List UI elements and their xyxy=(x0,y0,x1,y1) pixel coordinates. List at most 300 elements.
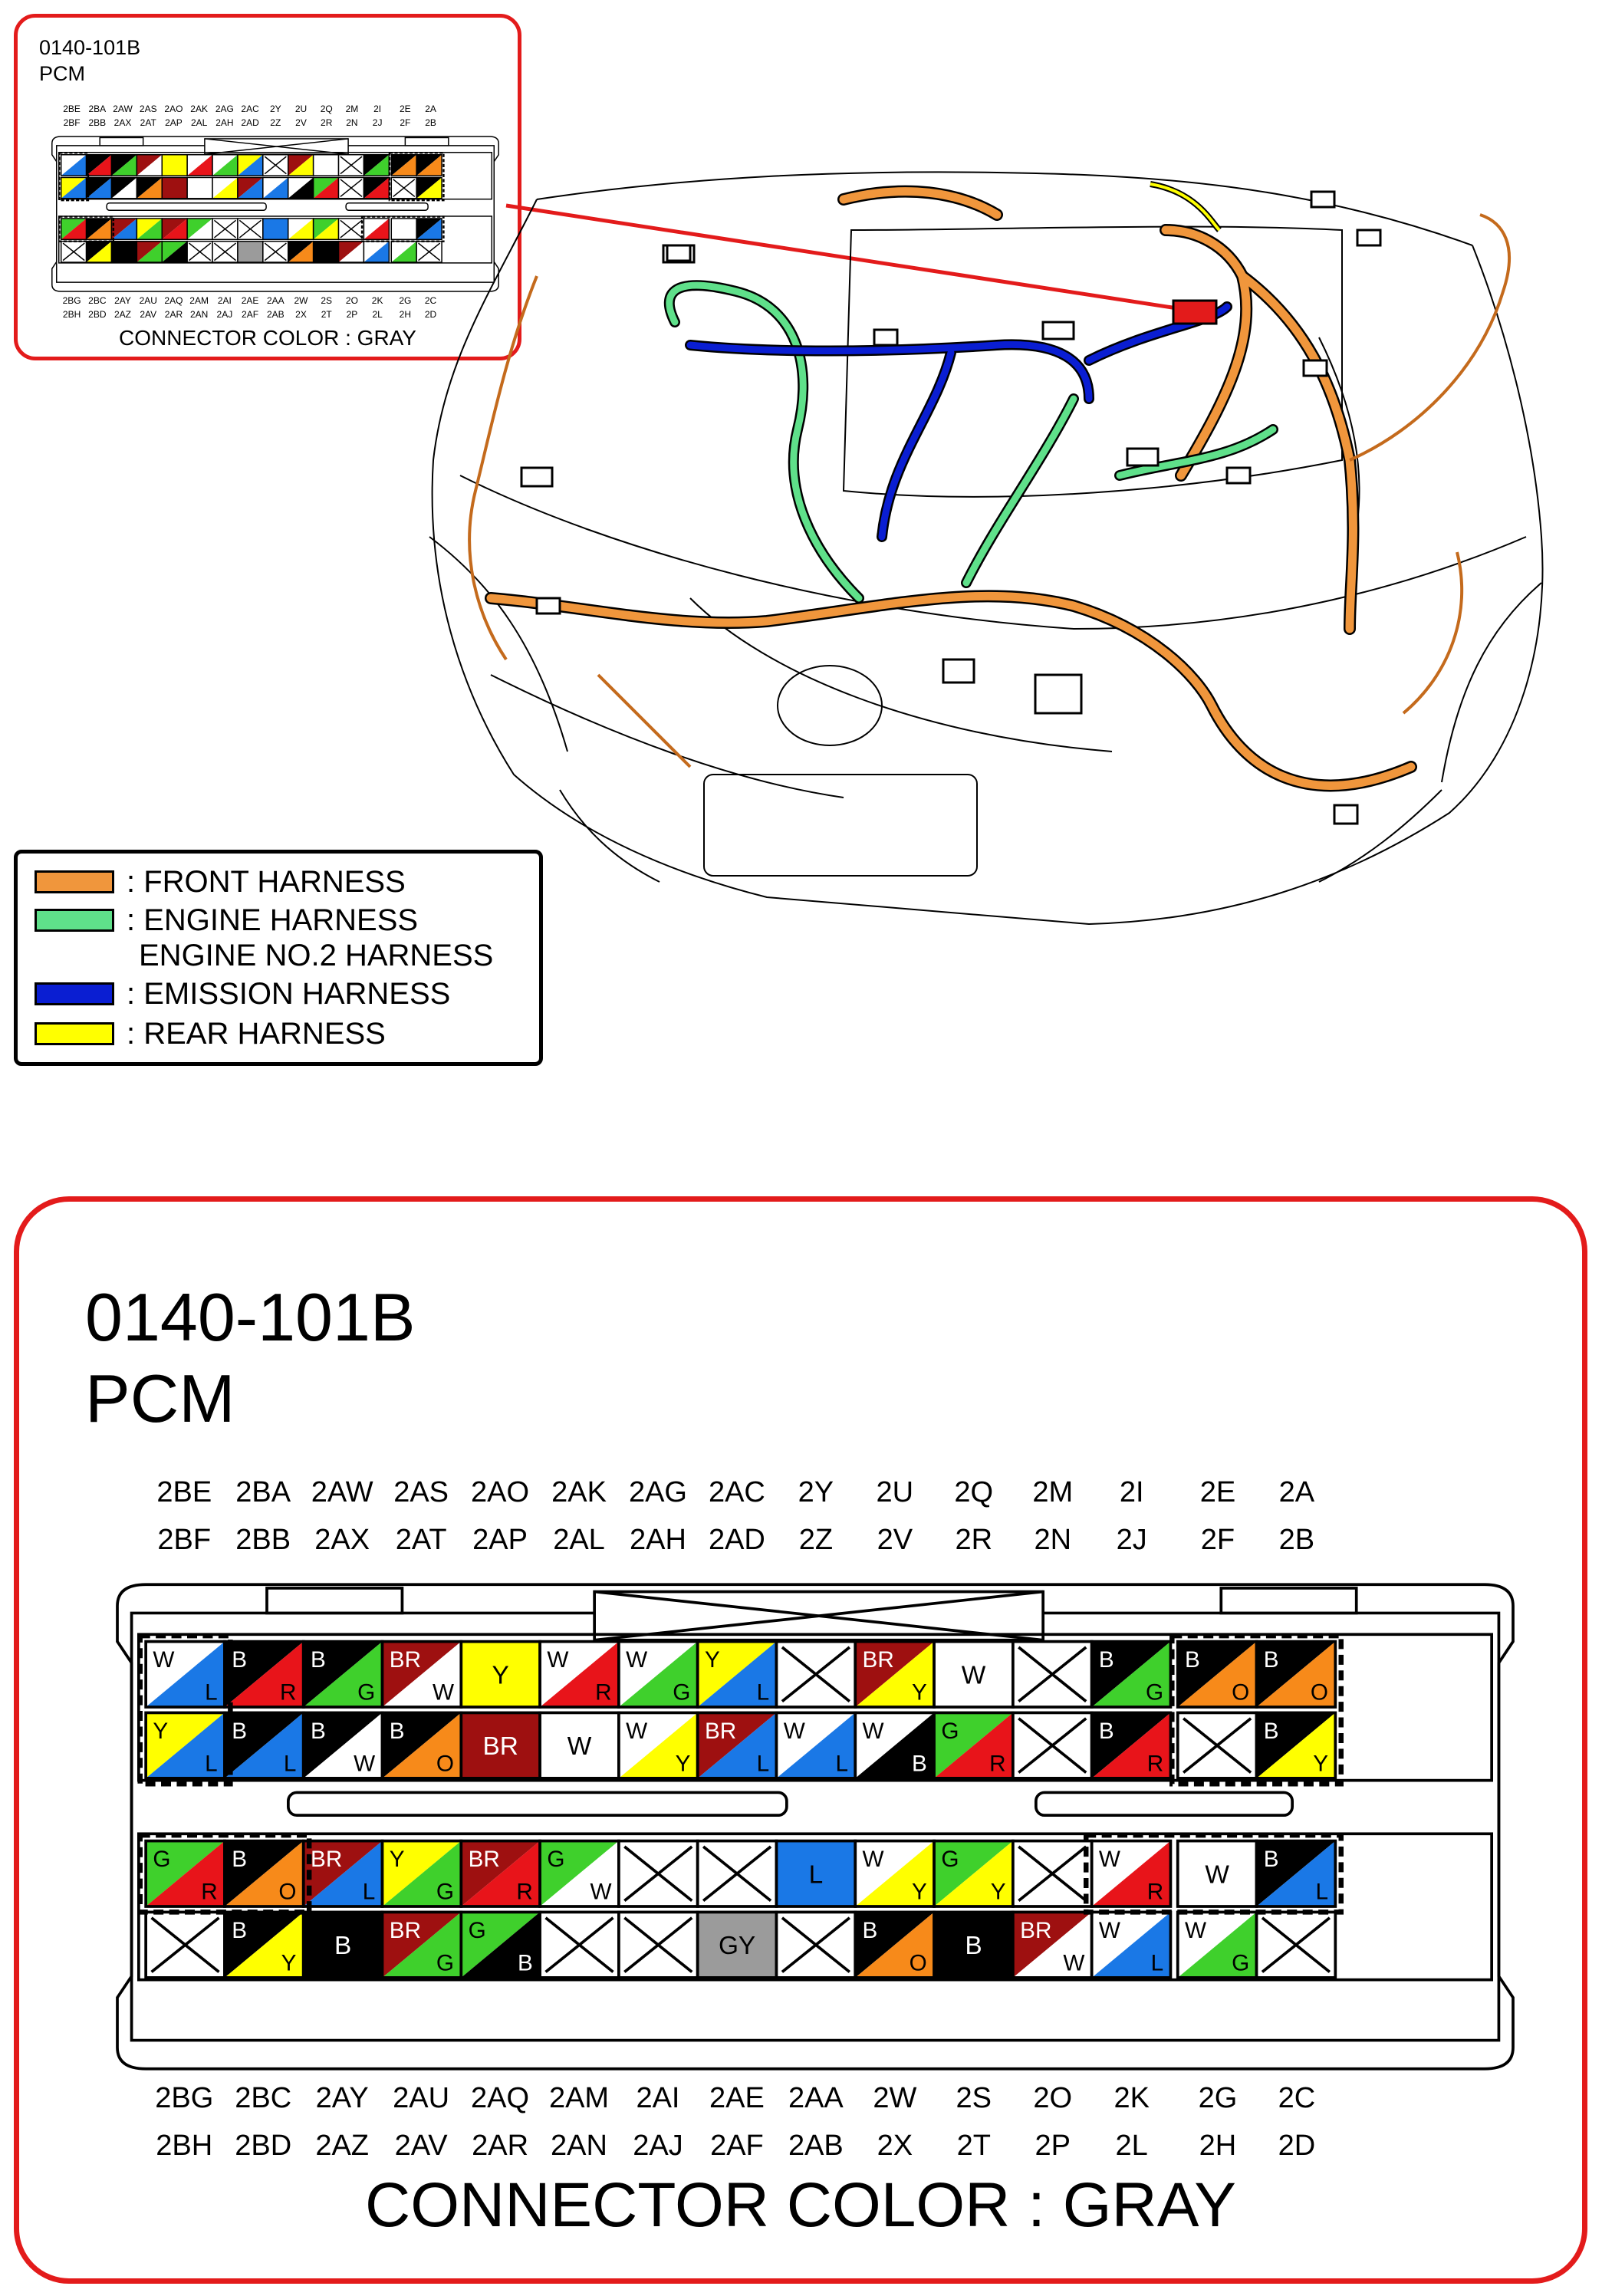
pin-cell xyxy=(1013,1712,1092,1778)
pin-label: 2BD xyxy=(88,309,107,320)
pin-cell xyxy=(225,1841,304,1906)
pin-label: 2BH xyxy=(156,2130,213,2162)
pin-cell xyxy=(698,1912,777,1977)
pin-wire-code-primary: B xyxy=(311,1647,326,1673)
pin-wire-code-secondary: R xyxy=(1146,1751,1164,1777)
pin-wire-code: B xyxy=(334,1932,352,1961)
pin-label: 2AH xyxy=(630,1524,686,1556)
pin-wire-code-primary: Y xyxy=(704,1647,720,1673)
pin-wire-code-secondary: R xyxy=(989,1751,1006,1777)
pin-label: 2AW xyxy=(311,1476,373,1508)
pin-label: 2AS xyxy=(393,1476,449,1508)
connector-name: PCM xyxy=(85,1360,235,1436)
pin-wire-code-primary: B xyxy=(232,1718,248,1744)
pin-wire-code-secondary: G xyxy=(436,1950,455,1976)
pin-wire-code-primary: BR xyxy=(389,1917,422,1943)
pin-label: 2AA xyxy=(788,2082,844,2114)
pin-label: 2O xyxy=(1033,2082,1073,2114)
pin-wire-code-secondary: L xyxy=(362,1879,376,1905)
pin-cell xyxy=(540,1712,619,1778)
pin-label: 2L xyxy=(372,309,383,320)
pin-label: 2BE xyxy=(156,1476,212,1508)
pin-cell xyxy=(1178,1712,1257,1778)
pin-label: 2AS xyxy=(139,104,157,114)
pin-label: 2U xyxy=(876,1476,914,1508)
pin-cell xyxy=(1013,1841,1092,1906)
pin-wire-code-primary: B xyxy=(232,1847,248,1872)
pin-cell xyxy=(1092,1712,1171,1778)
pin-label: 2I xyxy=(373,104,382,114)
pin-cell xyxy=(225,1642,304,1707)
pin-wire-code-primary: BR xyxy=(389,1647,422,1673)
pin-wire-code-primary: B xyxy=(311,1718,326,1744)
legend-swatch-rear xyxy=(35,1022,114,1045)
pin-cell xyxy=(540,1841,619,1906)
pin-wire-code-primary: G xyxy=(153,1847,171,1872)
pin-wire-code-primary: B xyxy=(1263,1647,1279,1673)
pin-cell xyxy=(461,1841,540,1906)
pin-wire-code-secondary: B xyxy=(911,1751,927,1777)
pin-label: 2W xyxy=(294,295,308,306)
pin-cell xyxy=(1013,1912,1092,1977)
pin-wire-code: B xyxy=(965,1932,982,1961)
pin-cell xyxy=(619,1912,698,1977)
pin-label: 2AL xyxy=(553,1524,605,1556)
pin-label: 2AA xyxy=(266,295,285,306)
pin-wire-code-secondary: W xyxy=(432,1679,455,1706)
pin-wire-code-secondary: L xyxy=(1315,1879,1329,1905)
pin-wire-code-secondary: B xyxy=(518,1950,533,1976)
pin-cell xyxy=(619,1712,698,1778)
inset-connector-color-caption: CONNECTOR COLOR : GRAY xyxy=(119,326,416,350)
pin-wire-code-secondary: O xyxy=(909,1950,927,1976)
pin-label: 2AX xyxy=(113,117,132,128)
pin-wire-code-primary: BR xyxy=(1020,1917,1052,1943)
pin-cell xyxy=(304,1712,383,1778)
pin-label: 2H xyxy=(399,309,411,320)
pin-label: 2N xyxy=(346,117,358,128)
pin-cell xyxy=(146,1841,225,1906)
legend-item-front xyxy=(35,864,406,898)
pin-label: 2Z xyxy=(798,1524,834,1556)
pin-wire-code-primary: B xyxy=(232,1647,248,1673)
pin-label: 2AC xyxy=(708,1476,765,1508)
pcm-connector-marker xyxy=(1173,301,1216,324)
rear-harness xyxy=(1150,184,1219,230)
pin-label: 2AT xyxy=(395,1524,447,1556)
pin-label: 2AK xyxy=(551,1476,607,1508)
pin-label: 2AP xyxy=(165,117,183,128)
leader-line xyxy=(506,206,1187,310)
pin-label: 2S xyxy=(321,295,333,306)
pin-wire-code-primary: B xyxy=(1263,1718,1279,1744)
pin-wire-code-secondary: L xyxy=(756,1751,770,1777)
pin-wire-code-primary: W xyxy=(1185,1917,1207,1943)
pin-wire-code-primary: W xyxy=(862,1718,884,1744)
pin-cell xyxy=(855,1841,934,1906)
legend-label-front: : FRONT HARNESS xyxy=(127,865,406,899)
pin-label: 2AM xyxy=(189,295,209,306)
pin-wire-code-primary: W xyxy=(1098,1917,1120,1943)
pin-cell xyxy=(698,1642,777,1707)
pin-wire-code-secondary: W xyxy=(1063,1950,1085,1976)
pin-wire-code-secondary: G xyxy=(673,1679,691,1706)
pin-wire-code: BR xyxy=(482,1732,518,1761)
pin-cell xyxy=(855,1712,934,1778)
pin-label: 2R xyxy=(321,117,333,128)
pin-cell xyxy=(855,1642,934,1707)
pin-wire-code-primary: G xyxy=(941,1847,959,1872)
pin-cell xyxy=(1092,1841,1171,1906)
pin-label: 2S xyxy=(956,2082,992,2114)
pin-cell xyxy=(146,1642,225,1707)
pin-label: 2K xyxy=(371,295,383,306)
pin-label: 2N xyxy=(1034,1524,1072,1556)
inset-connector-name: PCM xyxy=(39,62,85,85)
pin-cell xyxy=(855,1912,934,1977)
pin-cell xyxy=(540,1642,619,1707)
engine-harness xyxy=(669,285,1273,598)
pin-label: 2AE xyxy=(709,2082,765,2114)
legend-label-rear: : REAR HARNESS xyxy=(127,1017,386,1051)
pin-label: 2Z xyxy=(270,117,281,128)
engine-harness-outline xyxy=(669,285,1273,598)
pin-label: 2Y xyxy=(269,104,281,114)
pin-label: 2AI xyxy=(636,2082,680,2114)
pin-label: 2G xyxy=(1198,2082,1238,2114)
pin-label: 2AW xyxy=(113,104,133,114)
pin-label: 2M xyxy=(345,104,359,114)
pin-wire-code-primary: Y xyxy=(153,1718,169,1744)
pin-label: 2T xyxy=(956,2130,991,2162)
pin-label: 2C xyxy=(424,295,437,306)
pin-wire-code-primary: W xyxy=(153,1647,175,1673)
pin-wire-code-primary: B xyxy=(1263,1847,1279,1872)
pin-label: 2AH xyxy=(215,117,234,128)
pin-label: 2W xyxy=(873,2082,917,2114)
pin-wire-code-primary: W xyxy=(626,1718,648,1744)
pin-wire-code-secondary: Y xyxy=(1313,1751,1329,1777)
pin-wire-code-primary: B xyxy=(1098,1647,1114,1673)
pin-label: 2J xyxy=(372,117,383,128)
pin-label: 2AL xyxy=(190,117,208,128)
pin-label: 2H xyxy=(1199,2130,1237,2162)
separator-slot-right xyxy=(1036,1792,1292,1815)
pin-cell xyxy=(1257,1841,1336,1906)
pin-wire-code-primary: B xyxy=(389,1718,405,1744)
pin-label: 2AU xyxy=(393,2082,450,2114)
pin-label: 2J xyxy=(1116,1524,1147,1556)
pin-wire-code-primary: B xyxy=(1098,1718,1114,1744)
pin-label: 2Y xyxy=(798,1476,834,1508)
pin-wire-code-primary: W xyxy=(547,1647,569,1673)
pin-cell xyxy=(1092,1912,1171,1977)
pin-label: 2O xyxy=(345,295,358,306)
pin-label: 2F xyxy=(1200,1524,1235,1556)
pin-label: 2AU xyxy=(139,295,157,306)
pin-cell xyxy=(1257,1642,1336,1707)
pin-label: 2P xyxy=(346,309,358,320)
pin-wire-code: GY xyxy=(718,1932,756,1961)
pin-label: 2A xyxy=(1278,1476,1315,1508)
pin-wire-code-secondary: L xyxy=(283,1751,297,1777)
legend-swatch-emission xyxy=(35,982,114,1005)
pin-wire-code-secondary: O xyxy=(1310,1679,1329,1706)
pin-wire-code-secondary: R xyxy=(201,1879,218,1905)
pin-wire-code-secondary: R xyxy=(1146,1879,1164,1905)
pin-label: 2BA xyxy=(235,1476,291,1508)
pin-label: 2BF xyxy=(63,117,81,128)
pin-wire-code-primary: BR xyxy=(704,1718,737,1744)
pin-label: 2AD xyxy=(241,117,259,128)
pin-cell xyxy=(776,1841,855,1906)
pin-label: 2AZ xyxy=(114,309,132,320)
pin-label: 2V xyxy=(877,1524,913,1556)
pin-label: 2AO xyxy=(471,1476,530,1508)
pin-label: 2BE xyxy=(63,104,81,114)
connector-detail-box xyxy=(14,1196,1587,2284)
pin-wire-code-primary: W xyxy=(1098,1847,1120,1872)
legend-item-engine xyxy=(35,903,418,936)
pin-wire-code-secondary: L xyxy=(756,1679,770,1706)
pin-wire-code: W xyxy=(1205,1860,1229,1890)
pin-label: 2M xyxy=(1032,1476,1074,1508)
pin-cell xyxy=(146,1712,225,1778)
legend-swatch-engine xyxy=(35,909,114,932)
pin-label: 2AJ xyxy=(633,2130,683,2162)
pin-wire-code-primary: BR xyxy=(311,1847,343,1872)
legend-item-emission xyxy=(35,976,450,1010)
pin-label: 2BB xyxy=(235,1524,291,1556)
pin-label: 2B xyxy=(1278,1524,1315,1556)
pin-label: 2AD xyxy=(708,1524,765,1556)
pin-label: 2T xyxy=(321,309,332,320)
pin-cell xyxy=(1013,1642,1092,1707)
pin-label: 2R xyxy=(955,1524,993,1556)
pin-cell xyxy=(776,1642,855,1707)
pin-label: 2BA xyxy=(88,104,107,114)
pin-label: 2AF xyxy=(710,2130,764,2162)
legend-label-emission: : EMISSION HARNESS xyxy=(127,977,451,1011)
pin-label: 2AE xyxy=(241,295,259,306)
engine-bay-harness-drawing xyxy=(0,0,1602,951)
pin-wire-code-secondary: G xyxy=(1232,1950,1250,1976)
pin-wire-code: L xyxy=(808,1860,824,1890)
pin-wire-code-secondary: R xyxy=(595,1679,612,1706)
pin-label: 2AY xyxy=(315,2082,369,2114)
pin-label: 2BH xyxy=(62,309,81,320)
pin-label: 2BB xyxy=(88,117,107,128)
pin-wire-code: Y xyxy=(492,1661,509,1690)
pin-cell xyxy=(540,1912,619,1977)
pin-label: 2BC xyxy=(235,2082,292,2114)
pin-label: 2AB xyxy=(266,309,285,320)
pin-wire-code-secondary: O xyxy=(278,1879,297,1905)
pin-label: 2B xyxy=(425,117,436,128)
pin-label: 2AN xyxy=(551,2130,607,2162)
pin-label: 2AM xyxy=(548,2082,610,2114)
pin-cell xyxy=(461,1912,540,1977)
pin-wire-code-primary: BR xyxy=(468,1847,500,1872)
pin-cell xyxy=(1178,1642,1257,1707)
pin-cell xyxy=(619,1841,698,1906)
connector-code: 0140-101B xyxy=(85,1279,416,1355)
pin-wire-code-secondary: W xyxy=(590,1879,612,1905)
pin-label: 2K xyxy=(1114,2082,1150,2114)
pin-label: 2E xyxy=(1199,1476,1236,1508)
pin-label: 2AR xyxy=(164,309,183,320)
pin-label: 2AP xyxy=(472,1524,528,1556)
pin-label: 2AK xyxy=(190,104,208,114)
pin-cell xyxy=(776,1912,855,1977)
pin-label: 2AX xyxy=(314,1524,370,1556)
pin-wire-code-secondary: O xyxy=(1232,1679,1250,1706)
pin-label: 2AZ xyxy=(315,2130,370,2162)
pin-cell xyxy=(698,1841,777,1906)
pin-cell xyxy=(776,1712,855,1778)
pin-wire-code-primary: W xyxy=(626,1647,648,1673)
pin-label: 2AQ xyxy=(164,295,183,306)
inset-connector-code: 0140-101B xyxy=(39,36,141,59)
pin-wire-code-secondary: L xyxy=(1150,1950,1164,1976)
pin-cell xyxy=(1178,1841,1257,1906)
pin-label: 2AJ xyxy=(216,309,233,320)
pin-wire-code-primary: BR xyxy=(862,1647,894,1673)
pin-label: 2AV xyxy=(394,2130,448,2162)
pin-cell xyxy=(383,1642,462,1707)
pin-wire-code-secondary: G xyxy=(357,1679,376,1706)
pin-wire-code: W xyxy=(961,1661,986,1690)
pin-cell xyxy=(1178,1912,1257,1977)
pin-wire-code-secondary: Y xyxy=(911,1679,927,1706)
connector-face xyxy=(102,1577,1528,2076)
pin-label: 2L xyxy=(1115,2130,1148,2162)
pin-wire-code-secondary: Y xyxy=(281,1950,297,1976)
emission-harness-outline xyxy=(690,307,1227,537)
separator-slot-left xyxy=(288,1792,787,1815)
front-harness xyxy=(491,192,1411,786)
pin-label: 2AV xyxy=(140,309,157,320)
pin-wire-code-secondary: W xyxy=(354,1751,376,1777)
front-harness-outline xyxy=(491,192,1411,786)
pin-label: 2AY xyxy=(114,295,131,306)
pin-wire-code-primary: W xyxy=(783,1718,805,1744)
pin-label: 2P xyxy=(1035,2130,1071,2162)
pin-cell xyxy=(698,1712,777,1778)
pin-label: 2C xyxy=(1278,2082,1316,2114)
pin-label: 2I xyxy=(1119,1476,1144,1508)
pin-label: 2AO xyxy=(164,104,183,114)
pin-cell xyxy=(146,1912,225,1977)
pin-label: 2AN xyxy=(189,309,209,320)
pin-wire-code-primary: Y xyxy=(389,1847,405,1872)
pin-wire-code: W xyxy=(567,1732,592,1761)
pin-label: 2Q xyxy=(954,1476,994,1508)
legend-item-engine-no2 xyxy=(35,938,493,972)
pin-cell xyxy=(461,1642,540,1707)
pin-wire-code-primary: B xyxy=(1185,1647,1200,1673)
pin-cell xyxy=(461,1712,540,1778)
connector-color-caption: CONNECTOR COLOR : GRAY xyxy=(365,2170,1236,2240)
pin-wire-code-secondary: R xyxy=(279,1679,297,1706)
pin-wire-code-secondary: L xyxy=(835,1751,848,1777)
legend-label-engine-no2: ENGINE NO.2 HARNESS xyxy=(139,939,494,972)
pin-wire-code-secondary: R xyxy=(516,1879,533,1905)
latch-center xyxy=(594,1592,1043,1640)
pin-wire-code-secondary: L xyxy=(205,1679,218,1706)
pin-label: 2F xyxy=(400,117,411,128)
pin-label: 2AG xyxy=(215,104,234,114)
latch-tab-right xyxy=(1221,1588,1356,1613)
pin-label: 2BF xyxy=(157,1524,212,1556)
pin-wire-code-secondary: L xyxy=(205,1751,218,1777)
pin-label: 2E xyxy=(399,104,411,114)
pin-label: 2V xyxy=(295,117,307,128)
pin-cell xyxy=(383,1912,462,1977)
legend-swatch-front xyxy=(35,870,114,893)
pin-cell xyxy=(383,1712,462,1778)
legend-item-rear xyxy=(35,1016,386,1050)
pin-wire-code-primary: G xyxy=(468,1917,486,1943)
pin-label: 2AR xyxy=(472,2130,529,2162)
pin-cell xyxy=(934,1642,1013,1707)
pin-cell xyxy=(304,1841,383,1906)
pin-cell xyxy=(304,1912,383,1977)
pin-wire-code-primary: G xyxy=(941,1718,959,1744)
pin-wire-code-primary: G xyxy=(547,1847,565,1872)
pin-wire-code-secondary: G xyxy=(1146,1679,1164,1706)
pin-label: 2G xyxy=(399,295,412,306)
pin-label: 2BG xyxy=(62,295,81,306)
pin-label: 2AB xyxy=(788,2130,844,2162)
pin-label: 2AT xyxy=(140,117,156,128)
pin-wire-code-primary: B xyxy=(232,1917,248,1943)
rear-harness-outline xyxy=(1150,184,1219,230)
pin-wire-code-secondary: Y xyxy=(675,1751,691,1777)
pin-cell xyxy=(934,1841,1013,1906)
pin-label: 2AF xyxy=(242,309,259,320)
pin-label: 2X xyxy=(295,309,307,320)
pin-cell xyxy=(934,1912,1013,1977)
pin-cell xyxy=(934,1712,1013,1778)
pin-label: 2BD xyxy=(235,2130,292,2162)
pin-cell xyxy=(1257,1912,1336,1977)
pin-wire-code-secondary: Y xyxy=(911,1879,927,1905)
pin-cell xyxy=(225,1712,304,1778)
pin-wire-code-primary: B xyxy=(862,1917,878,1943)
pin-label: 2D xyxy=(424,309,437,320)
harness-legend xyxy=(14,850,543,1066)
pin-label: 2BG xyxy=(155,2082,214,2114)
pin-label: 2D xyxy=(1278,2130,1316,2162)
pin-wire-code-secondary: G xyxy=(436,1879,455,1905)
pin-label: 2AI xyxy=(217,295,232,306)
pin-cell xyxy=(383,1841,462,1906)
pin-wire-code-secondary: Y xyxy=(990,1879,1006,1905)
pin-label: 2U xyxy=(294,104,308,114)
pin-cell xyxy=(1257,1712,1336,1778)
pin-wire-code-secondary: O xyxy=(436,1751,455,1777)
pin-label: 2X xyxy=(877,2130,913,2162)
pin-label: 2BC xyxy=(88,295,107,306)
pin-cell xyxy=(1092,1642,1171,1707)
legend-label-engine: : ENGINE HARNESS xyxy=(127,903,419,937)
pin-cell xyxy=(619,1642,698,1707)
pin-wire-code-primary: W xyxy=(862,1847,884,1872)
latch-tab-left xyxy=(267,1588,402,1613)
pin-label: 2AQ xyxy=(471,2082,530,2114)
pin-cell xyxy=(304,1642,383,1707)
